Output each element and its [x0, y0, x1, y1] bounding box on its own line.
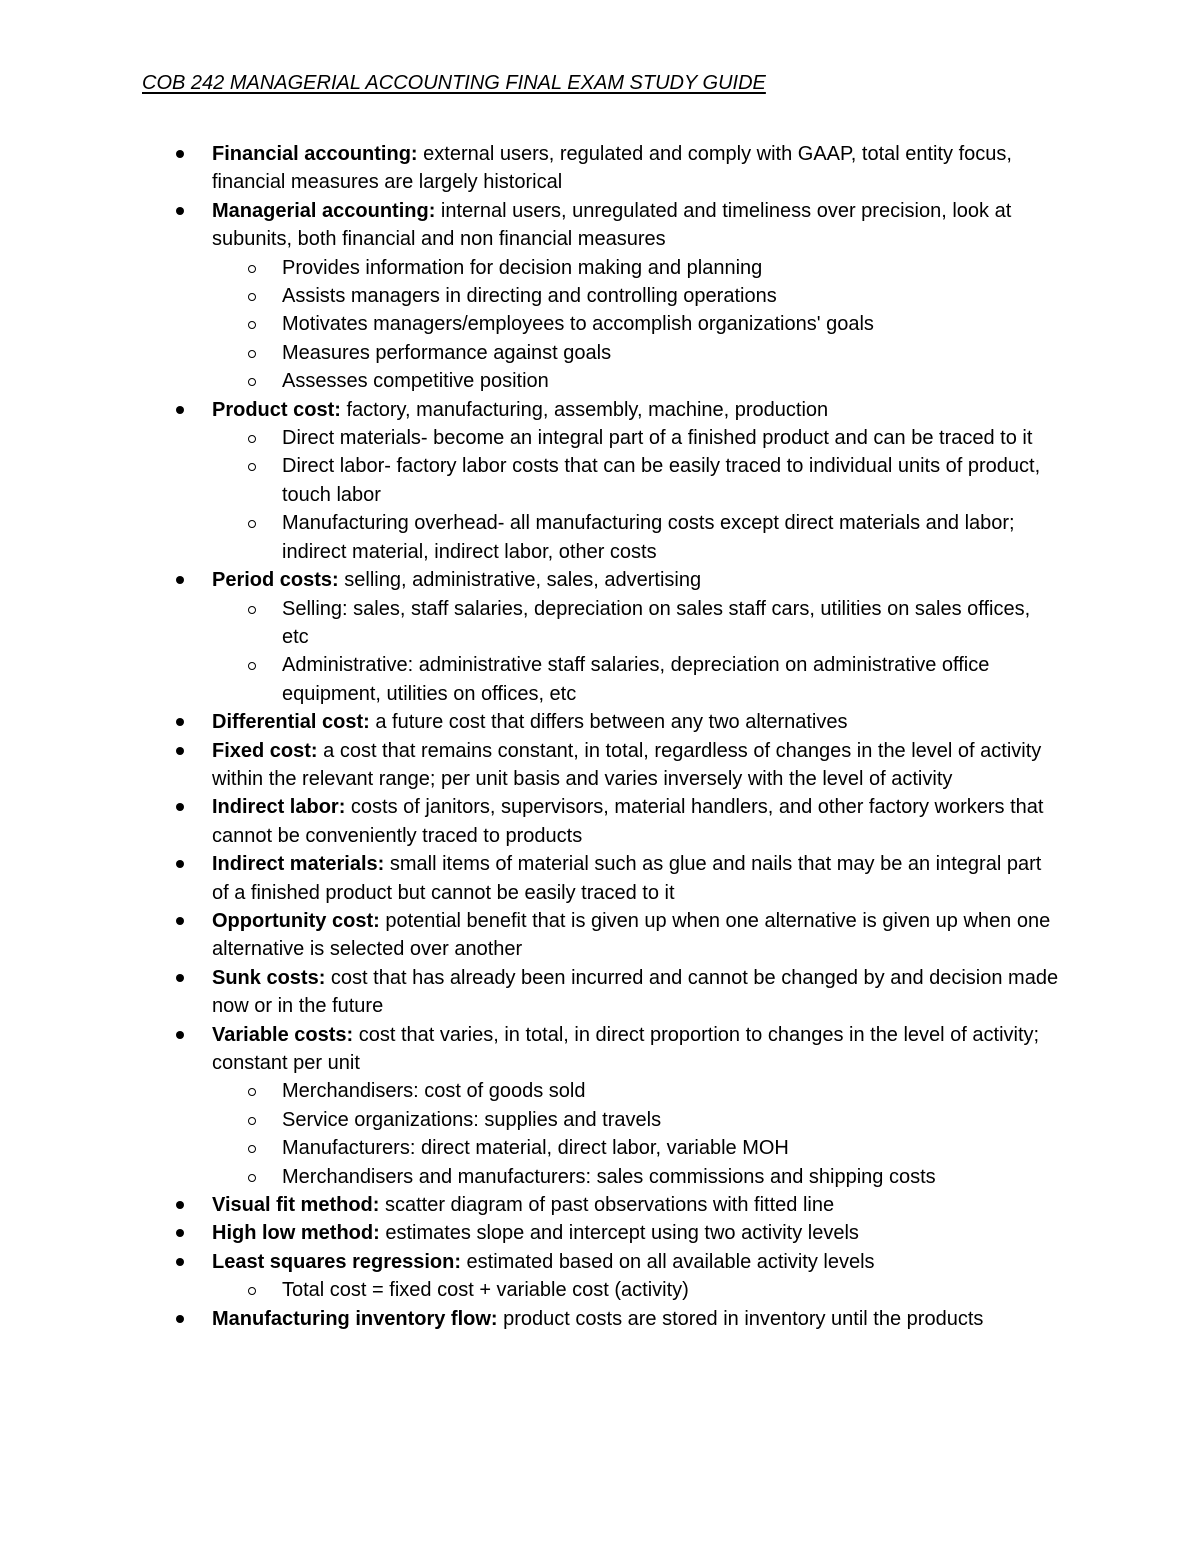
- item-term: Differential cost:: [212, 711, 370, 734]
- sub-list: [212, 1276, 1062, 1304]
- sub-list-item: [282, 367, 1062, 395]
- item-description: cost that has already been incurred and cannot be changed by and decision made now or in the future: [212, 966, 1059, 1018]
- item-term: Least squares regression:: [212, 1250, 461, 1273]
- list-item: [212, 850, 1062, 907]
- item-description: cost that varies, in total, in direct proportion to changes in the level of activity; constant per unit: [212, 1023, 1040, 1074]
- hollow-bullet-icon: [248, 520, 256, 528]
- hollow-bullet-icon: [248, 265, 256, 273]
- list-item: [212, 964, 1062, 1021]
- bullet-icon: [176, 1315, 184, 1323]
- item-description: product costs are stored in inventory until the products: [497, 1307, 984, 1330]
- list-item: [212, 1248, 1062, 1305]
- hollow-bullet-icon: [248, 662, 256, 670]
- sub-list-item: [282, 509, 1062, 566]
- bullet-icon: [176, 150, 184, 158]
- item-term: Period costs:: [212, 569, 339, 592]
- sub-item-text: Direct materials- become an integral part of a finished product and can be traced to it: [282, 427, 1033, 450]
- item-description: a cost that remains constant, in total, regardless of changes in the level of activity within the relevant range; per unit basis and varies inversely with the level of activity: [212, 739, 1042, 790]
- sub-list: [212, 254, 1062, 396]
- item-term: Product cost:: [212, 398, 341, 421]
- hollow-bullet-icon: [248, 1145, 256, 1153]
- sub-item-text: Measures performance against goals: [282, 341, 612, 364]
- hollow-bullet-icon: [248, 435, 256, 443]
- sub-list-item: [282, 1106, 1062, 1134]
- item-description: costs of janitors, supervisors, material handlers, and other factory workers that cannot be conveniently traced to products: [212, 796, 1044, 847]
- item-description: estimates slope and intercept using two activity levels: [379, 1222, 859, 1245]
- sub-item-text: Direct labor- factory labor costs that can be easily traced to individual units of product, touch labor: [282, 455, 1041, 506]
- sub-item-text: Total cost = fixed cost + variable cost (activity): [282, 1279, 689, 1302]
- bullet-icon: [176, 718, 184, 726]
- item-term: High low method:: [212, 1222, 380, 1245]
- hollow-bullet-icon: [248, 1117, 256, 1125]
- sub-list: [212, 595, 1062, 709]
- item-description: a future cost that differs between any two alternatives: [369, 711, 848, 734]
- sub-list: [212, 424, 1062, 566]
- list-item: [212, 793, 1062, 850]
- sub-item-text: Assists managers in directing and controlling operations: [282, 285, 777, 308]
- sub-list-item: [282, 339, 1062, 367]
- item-description: scatter diagram of past observations with fitted line: [379, 1194, 835, 1217]
- list-item: [212, 197, 1062, 396]
- hollow-bullet-icon: [248, 463, 256, 471]
- sub-item-text: Selling: sales, staff salaries, depreciation on sales staff cars, utilities on sales offices, etc: [282, 597, 1031, 648]
- sub-list-item: [282, 424, 1062, 452]
- hollow-bullet-icon: [248, 378, 256, 386]
- hollow-bullet-icon: [248, 1287, 256, 1295]
- list-item: [212, 708, 1062, 736]
- bullet-icon: [176, 207, 184, 215]
- item-description: selling, administrative, sales, advertising: [338, 569, 702, 592]
- list-item: [212, 1191, 1062, 1219]
- item-term: Financial accounting:: [212, 143, 418, 165]
- sub-list: [212, 1077, 1062, 1191]
- list-item: [212, 1219, 1062, 1247]
- sub-list-item: [282, 1134, 1062, 1162]
- bullet-icon: [176, 1201, 184, 1209]
- sub-item-text: Administrative: administrative staff salaries, depreciation on administrative office equipment, utilities on offices, etc: [282, 654, 990, 705]
- item-term: Sunk costs:: [212, 966, 326, 989]
- sub-item-text: Manufacturers: direct material, direct labor, variable MOH: [282, 1137, 789, 1160]
- sub-list-item: [282, 595, 1062, 652]
- list-item: [212, 907, 1062, 964]
- sub-item-text: Provides information for decision making and planning: [282, 256, 763, 279]
- bullet-icon: [176, 860, 184, 868]
- hollow-bullet-icon: [248, 350, 256, 358]
- hollow-bullet-icon: [248, 606, 256, 614]
- bullet-icon: [176, 747, 184, 755]
- sub-list-item: [282, 1276, 1062, 1304]
- hollow-bullet-icon: [248, 293, 256, 301]
- bullet-icon: [176, 1031, 184, 1039]
- item-term: Indirect materials:: [212, 853, 385, 876]
- bullet-icon: [176, 1229, 184, 1237]
- item-description: internal users, unregulated and timeliness over precision, look at subunits, both financial and non financial measures: [212, 199, 1012, 251]
- item-description: potential benefit that is given up when one alternative is given up when one alternative is selected over another: [212, 909, 1051, 961]
- bullet-icon: [176, 406, 184, 414]
- item-description: factory, manufacturing, assembly, machine, production: [340, 398, 829, 421]
- list-item: [212, 396, 1062, 566]
- item-description: small items of material such as glue and nails that may be an integral part of a finished product but cannot be easily traced to it: [212, 853, 1042, 904]
- list-item: [212, 1021, 1062, 1191]
- sub-list-item: [282, 651, 1062, 708]
- list-item: [212, 1305, 1062, 1333]
- item-description: estimated based on all available activity levels: [461, 1250, 875, 1273]
- bullet-icon: [176, 803, 184, 811]
- item-term: Fixed cost:: [212, 739, 318, 762]
- hollow-bullet-icon: [248, 1088, 256, 1096]
- sub-list-item: [282, 310, 1062, 338]
- document-title: COB 242 MANAGERIAL ACCOUNTING FINAL EXAM STUDY GUIDE: [142, 72, 766, 94]
- sub-list-item: [282, 282, 1062, 310]
- sub-item-text: Merchandisers: cost of goods sold: [282, 1080, 586, 1103]
- bullet-icon: [176, 917, 184, 925]
- bullet-icon: [176, 974, 184, 982]
- bullet-icon: [176, 1258, 184, 1266]
- hollow-bullet-icon: [248, 1174, 256, 1182]
- study-guide-list: [212, 140, 1062, 1333]
- bullet-icon: [176, 576, 184, 584]
- item-term: Variable costs:: [212, 1023, 354, 1046]
- sub-item-text: Merchandisers and manufacturers: sales commissions and shipping costs: [282, 1165, 936, 1188]
- item-description: external users, regulated and comply with GAAP, total entity focus, financial measures are largely historical: [212, 143, 1012, 194]
- list-item: [212, 737, 1062, 794]
- item-term: Managerial accounting:: [212, 199, 436, 222]
- item-term: Visual fit method:: [212, 1194, 380, 1217]
- list-item: [212, 566, 1062, 708]
- item-term: Opportunity cost:: [212, 909, 380, 932]
- sub-item-text: Manufacturing overhead- all manufacturing costs except direct materials and labor; indirect material, indirect labor, other costs: [282, 512, 1015, 563]
- item-term: Indirect labor:: [212, 796, 346, 819]
- sub-list-item: [282, 1077, 1062, 1105]
- sub-item-text: Motivates managers/employees to accomplish organizations' goals: [282, 313, 874, 336]
- sub-item-text: Service organizations: supplies and travels: [282, 1108, 662, 1131]
- sub-list-item: [282, 254, 1062, 282]
- sub-list-item: [282, 452, 1062, 509]
- item-term: Manufacturing inventory flow:: [212, 1307, 498, 1330]
- sub-item-text: Assesses competitive position: [282, 370, 549, 393]
- hollow-bullet-icon: [248, 321, 256, 329]
- sub-list-item: [282, 1163, 1062, 1191]
- list-item: [212, 140, 1062, 197]
